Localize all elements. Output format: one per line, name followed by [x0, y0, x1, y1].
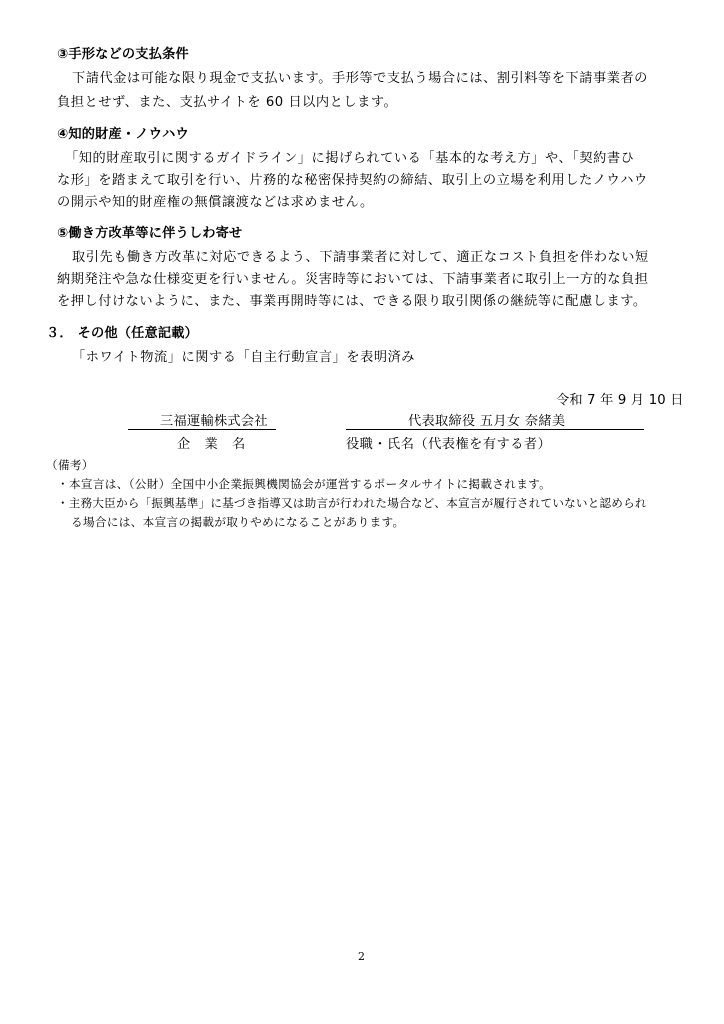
- note-item: ・主務大臣から「振興基準」に基づき指導又は助言が行われた場合など、本宣言が履行されていないと認められ: [57, 496, 647, 510]
- representative-name: 代表取締役 五月女 奈緒美: [408, 414, 566, 429]
- other-text: 「ホワイト物流」に関する「自主行動宣言」を表明済み: [72, 350, 416, 365]
- company-name-underline: [128, 429, 276, 430]
- section-text-line: 納期発注や急な仕様変更を行いません。災害時等においては、下請事業者に取引上一方的な負担: [57, 272, 649, 287]
- section-heading-ip-knowhow: ④知的財産・ノウハウ: [57, 127, 189, 142]
- note-item-continuation: る場合には、本宣言の掲載が取りやめになることがあります。: [71, 515, 405, 529]
- section-text-line: の開示や知的財産権の無償譲渡などは求めません。: [57, 195, 374, 210]
- declaration-date: 令和 7 年 9 月 10 日: [556, 393, 684, 408]
- section-text-line: な形」を踏まえて取引を行い、片務的な秘密保持契約の締結、取引上の立場を利用したノウハウ: [57, 173, 648, 188]
- representative-underline: [346, 429, 644, 430]
- company-name: 三福運輸株式会社: [160, 414, 268, 429]
- company-caption: 企 業 名: [177, 437, 246, 452]
- section-text-line: を押し付けないように、また、事業再開時等には、できる限り取引関係の継続等に配慮します。: [57, 294, 647, 309]
- section-heading-work-style-reform: ⑤働き方改革等に伴うしわ寄せ: [57, 226, 243, 241]
- section-text-line: 取引先も働き方改革に対応できるよう、下請事業者に対して、適正なコスト負担を伴わない短: [72, 250, 649, 265]
- page-number: 2: [358, 950, 365, 963]
- section-text-line: 下請代金は可能な限り現金で支払います。手形等で支払う場合には、割引料等を下請事業者の: [72, 71, 648, 86]
- section-text-line: 負担とせず、また、支払サイトを 60 日以内とします。: [57, 95, 398, 110]
- notes-heading: （備考）: [46, 458, 94, 472]
- section-text-line: 「知的財産取引に関するガイドライン」に掲げられている「基本的な考え方」や、「契約書ひ: [65, 151, 635, 166]
- section-heading-payment-terms: ③手形などの支払条件: [57, 47, 189, 62]
- representative-caption: 役職・氏名（代表権を有する者）: [346, 437, 552, 452]
- note-item: ・本宣言は、（公財）全国中小企業振興機関協会が運営するポータルサイトに掲載されます。: [57, 477, 552, 491]
- section-heading-other: ３． その他（任意記載）: [46, 326, 199, 341]
